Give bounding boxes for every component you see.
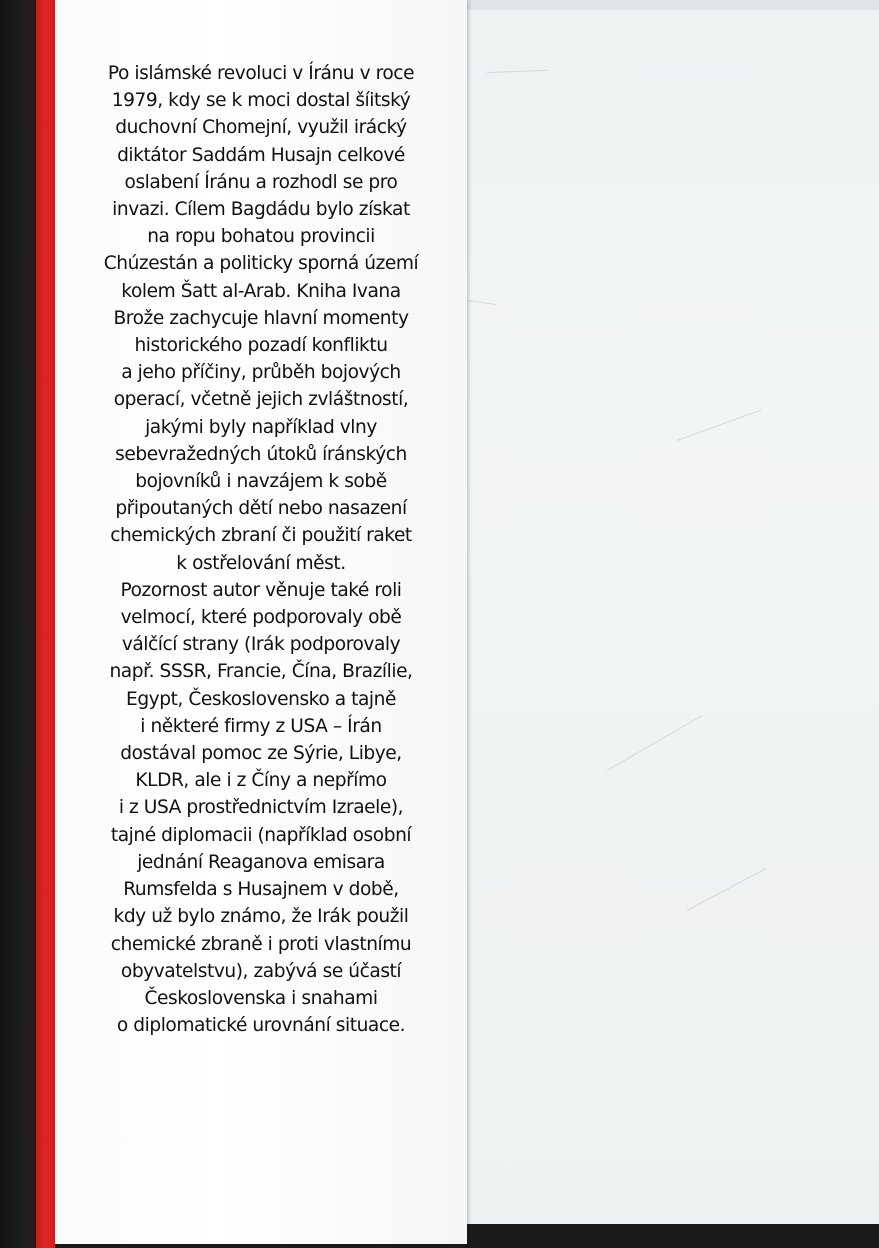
blurb-line: diktátor Saddám Husajn celkové — [117, 144, 405, 166]
blurb-line: KLDR, ale i z Číny a nepřímo — [135, 770, 387, 792]
blurb-line: bojovníků i navzájem k sobě — [135, 471, 387, 493]
blurb-line: oslabení Íránu a rozhodl se pro — [124, 171, 398, 193]
paper-scratch — [467, 300, 497, 305]
blurb-line: velmocí, které podporovaly obě — [120, 607, 402, 629]
blurb-line: Chúzestán a politicky sporná území — [103, 253, 419, 275]
blurb-line: Československa i snahami — [144, 987, 378, 1009]
background-page — [467, 0, 879, 1224]
blurb-line: dostával pomoc ze Sýrie, Libye, — [120, 743, 402, 765]
blurb-line: tajné diplomacii (například osobní — [110, 824, 412, 846]
blurb-line: válčící strany (Irák podporovaly — [121, 634, 401, 656]
blurb-line: i některé firmy z USA – Írán — [140, 715, 382, 737]
blurb-line: Egypt, Československo a tajně — [126, 688, 396, 710]
blurb-line: Brože zachycuje hlavní momenty — [113, 307, 409, 329]
blurb-line: invazi. Cílem Bagdádu bylo získat — [112, 199, 410, 221]
blurb-line: i z USA prostřednictvím Izraele), — [118, 797, 404, 819]
paper-scratch — [607, 715, 703, 771]
blurb-line: kolem Šatt al-Arab. Kniha Ivana — [121, 280, 401, 302]
blurb-line: operací, včetně jejich zvláštností, — [113, 389, 409, 411]
blurb-line: kdy už bylo známo, že Irák použil — [113, 906, 409, 928]
blurb-line: na ropu bohatou provincii — [147, 226, 375, 248]
blurb-line: Pozornost autor věnuje také roli — [120, 579, 402, 601]
blurb-line: Po islámské revoluci v Íránu v roce — [107, 63, 415, 84]
blurb-line: chemických zbraní či použití raket — [110, 525, 412, 547]
blurb-line: sebevražedných útoků íránských — [115, 443, 407, 465]
blurb-line: např. SSSR, Francie, Čína, Brazílie, — [109, 661, 413, 683]
blurb-line: jednání Reaganova emisara — [137, 851, 385, 873]
paper-scratch — [687, 868, 767, 911]
blurb-line: historického pozadí konfliktu — [134, 335, 388, 357]
blurb-line: 1979, kdy se k moci dostal šíitský — [111, 90, 411, 112]
blurb-line: duchovní Chomejní, využil irácký — [115, 117, 407, 139]
paper-scratch — [677, 409, 762, 441]
blurb-line: obyvatelstvu), zabývá se účastí — [120, 960, 402, 982]
red-spine-strip — [36, 0, 55, 1248]
dark-book-edge — [0, 0, 36, 1248]
paper-scratch — [487, 70, 547, 73]
blurb-line: připoutaných dětí nebo nasazení — [115, 498, 407, 520]
blurb-line: a jeho příčiny, průběh bojových — [121, 362, 401, 384]
blurb-line: k ostřelování měst. — [176, 552, 346, 574]
book-description-text — [74, 60, 448, 1039]
blurb-line: chemické zbraně i proti vlastnímu — [110, 933, 412, 955]
blurb-line: jakými byly například vlny — [145, 416, 377, 438]
blurb-line: Rumsfelda s Husajnem v době, — [123, 879, 399, 901]
blurb-line: o diplomatické urovnání situace. — [116, 1015, 406, 1037]
